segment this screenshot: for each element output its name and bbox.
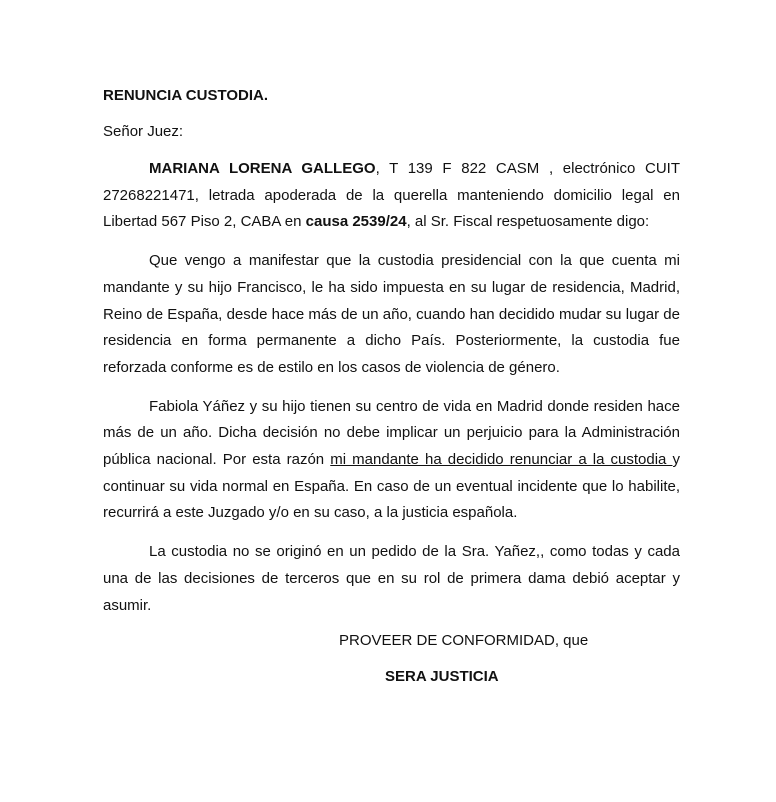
renunciation-text-b: y continuar su vida normal en España. En caso de un eventual incidente que lo habilite, recurrirá a este Juzgado y/o en su caso, a la justicia española. (103, 451, 680, 522)
attorney-name: MARIANA LORENA GALLEGO (149, 160, 376, 177)
renunciation-underlined: mi mandante ha decidido renunciar a la custodia (330, 451, 673, 469)
paragraph-custody: Que vengo a manifestar que la custodia presidencial con la que cuenta mi mandante y su hijo Francisco, le ha sido impuesta en su lugar de residencia, Madrid, Reino de España, desde hace más de un año, cuando han decidido mudar su lugar de residencia en forma permanente a dicho País. Posteriormente, la custodia fue reforzada conforme es de estilo en los casos de violencia de género. (103, 252, 680, 376)
salutation: Señor Juez: (103, 123, 184, 140)
paragraph-presentation (103, 156, 680, 236)
presentation-text-a: , T 139 F 822 CASM , electrónico CUIT 27268221471, letrada apoderada de la querella manteniendo domicilio legal en Libertad 567 Piso 2, CABA en (103, 160, 680, 231)
presentation-text-b: , al Sr. Fiscal respetuosamente digo: (406, 213, 650, 231)
renunciation-text-a: Fabiola Yáñez y su hijo tienen su centro de vida en Madrid donde residen hace más de un año. Dicha decisión no debe implicar un perjuicio para la Administración pública nacional. Por esta razón (103, 397, 680, 469)
closing-request: PROVEER DE CONFORMIDAD, que (339, 632, 589, 650)
paragraph-origin: La custodia no se originó en un pedido de la Sra. Yañez,, como todas y cada una de las decisiones de terceros que en su rol de primera dama debió aceptar y asumir. (103, 543, 680, 614)
final-formula: SERA JUSTICIA (385, 668, 499, 686)
case-number: causa 2539/24 (305, 213, 407, 231)
paragraph-renunciation (103, 394, 680, 528)
document-page (103, 84, 680, 689)
document-title: RENUNCIA CUSTODIA. (103, 87, 269, 104)
